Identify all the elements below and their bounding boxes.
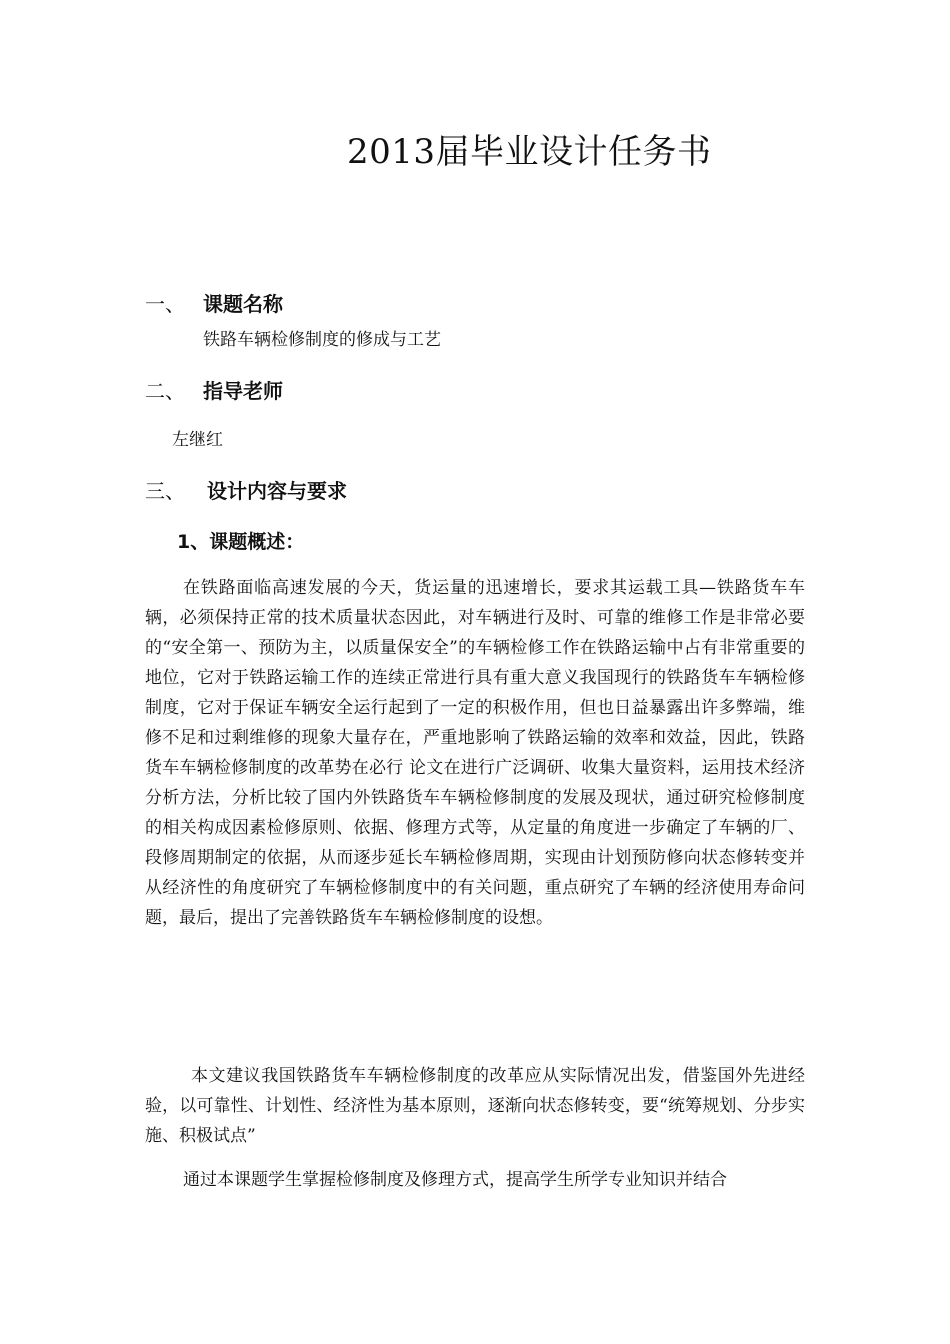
section-3-number: 三、 [145,479,185,503]
subsection-overview-heading: 1、课题概述： [177,531,305,553]
section-1-number: 一、 [145,292,185,316]
paragraph-1: 在铁路面临高速发展的今天，货运量的迅速增长，要求其运载工具—铁路货车车辆，必须保持正常的技术质量状态因此，对车辆进行及时、可靠的维修工作是非常必要的“安全第一、预防为主，以质量保安全”的车辆检修工作在铁路运输中占有非常重要的地位，它对于铁路运输工作的连续正常进行具有重大意义我国现行的铁路货车车辆检修制度，它对于保证车辆安全运行起到了一定的积极作用，但也日益暴露出许多弊端，维修不足和过剩维修的现象大量存在，严重地影响了铁路运输的效率和效益，因此，铁路货车车辆检修制度的改革势在必行 论文在进行广泛调研、收集大量资料，运用技术经济分析方法，分析比较了国内外铁路货车车辆检修制度的发展及现状，通过研究检修制度的相关构成因素检修原则、依据、修理方式等，从定量的角度进一步确定了车辆的厂、段修周期制定的依据，从而逐步延长车辆检修周期，实现由计划预防修向状态修转变并从经济性的角度研究了车辆检修制度中的有关问题，重点研究了车辆的经济使用寿命问题，最后，提出了完善铁路货车车辆检修制度的设想。 [145,578,805,928]
document-title: 2013届毕业设计任务书 [347,132,712,172]
project-name: 铁路车辆检修制度的修成与工艺 [203,330,441,350]
section-1-title: 课题名称 [203,292,283,316]
section-3-title: 设计内容与要求 [207,479,347,503]
section-2-number: 二、 [145,379,185,403]
section-3-heading [145,477,347,505]
paragraph-2: 本文建议我国铁路货车车辆检修制度的改革应从实际情况出发，借鉴国外先进经验，以可靠性、计划性、经济性为基本原则，逐渐向状态修转变，要“统筹规划、分步实施、积极试点” [145,1066,805,1146]
section-2-title: 指导老师 [203,379,283,403]
advisor-name: 左继红 [172,430,223,450]
paragraph-3: 通过本课题学生掌握检修制度及修理方式，提高学生所学专业知识并结合 [183,1170,727,1190]
section-1-heading [145,290,283,318]
section-2-heading [145,377,283,405]
